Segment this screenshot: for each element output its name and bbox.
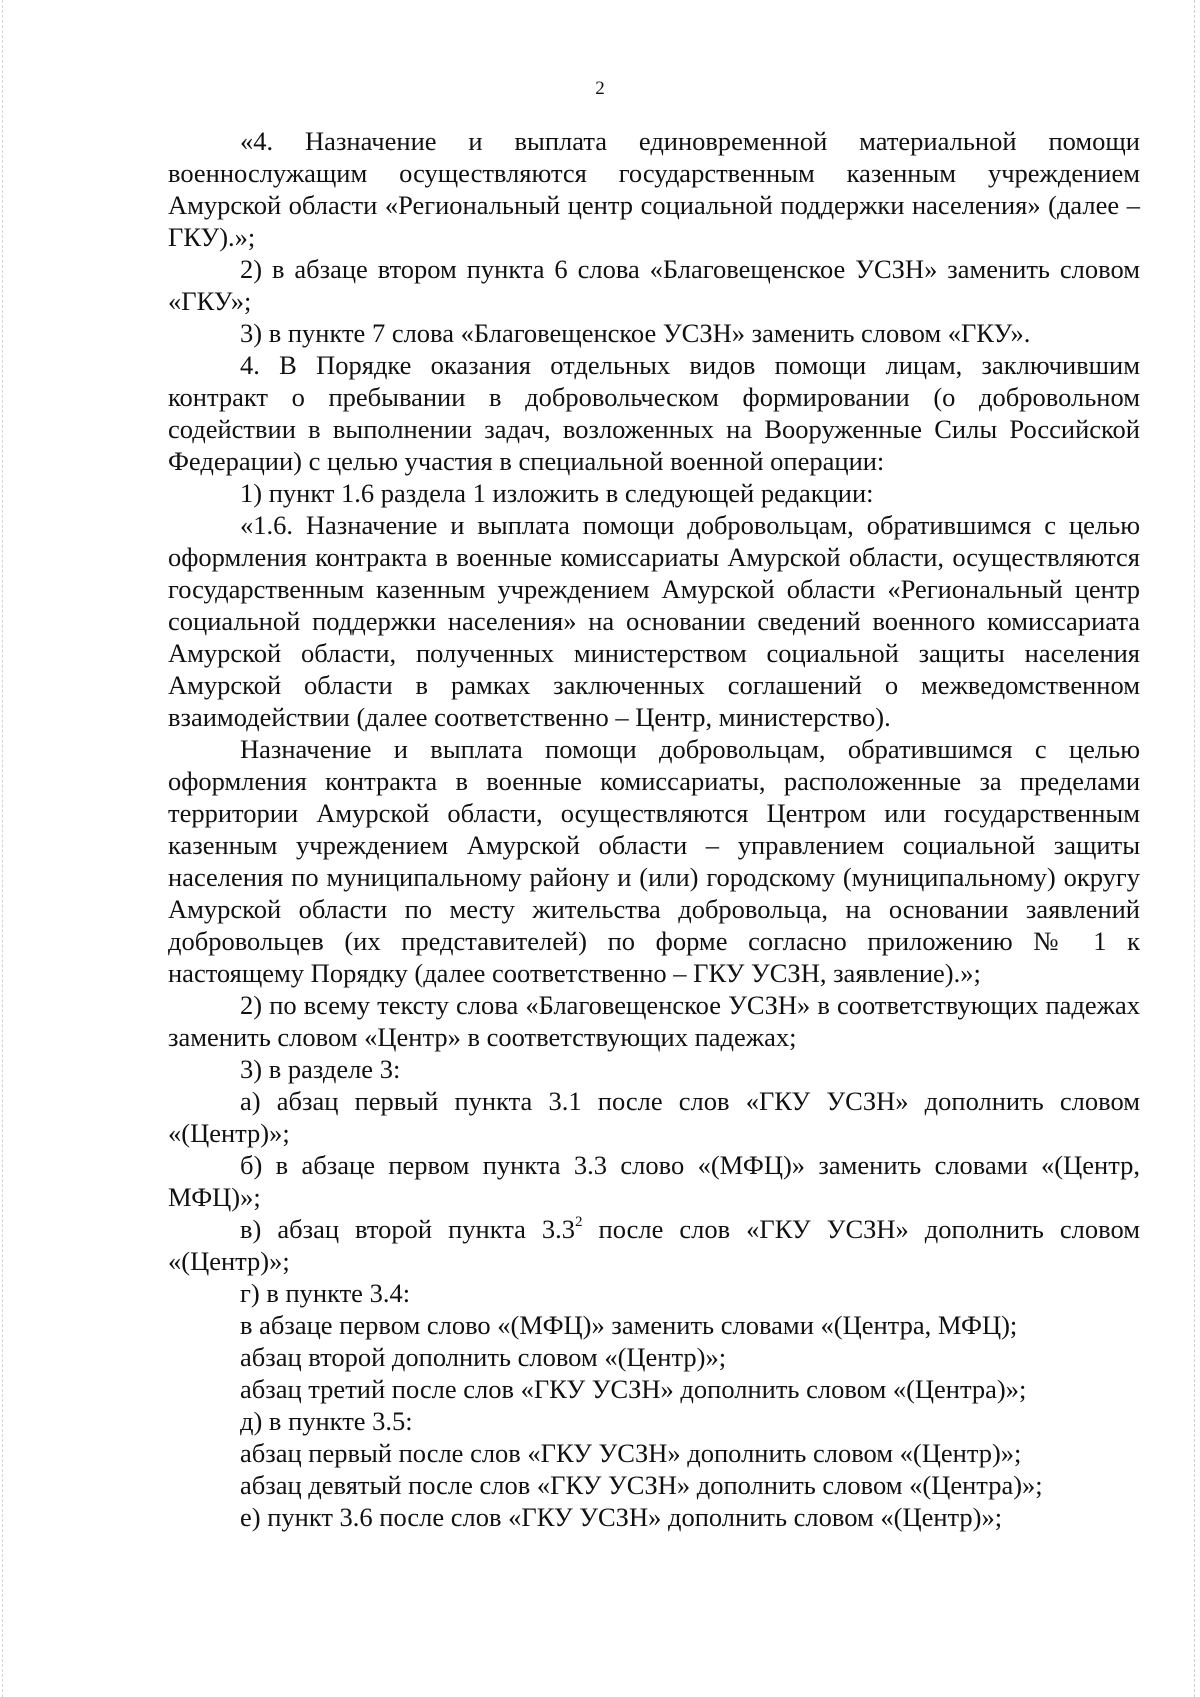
paragraph-item-4-amendment: «4. Назначение и выплата единовременной материальной помощи военнослужащим осуществляются государственным казенным учреждением Амурской области «Региональный центр социальной поддержки населения» (далее – ГКУ).»; [168, 126, 1140, 252]
paragraph-sub-g: г) в пункте 3.4: [240, 1278, 411, 1308]
paragraph-item-4: 4. В Порядке оказания отдельных видов помощи лицам, заключившим контракт о пребывании в добровольческом формировании (о добровольном содействии в выполнении задач, возложенных на Вооруженные Силы Российской Федерации) с целью участия в специальной военной операции: [168, 350, 1140, 476]
paragraph-3-5-ninth: абзац девятый после слов «ГКУ УСЗН» дополнить словом «(Центра)»; [240, 1470, 1043, 1500]
paragraph-sub-v [168, 1213, 1140, 1277]
paragraph-assignment: Назначение и выплата помощи добровольцам, обратившимся с целью оформления контракта в военные комиссариаты, расположенные за пределами территории Амурской области, осуществляются Центром или государственным казенным учреждением Амурской области – управлением социальной защиты населения по муниципальному району и (или) городскому (муниципальному) округу Амурской области по месту жительства добровольца, на основании заявлений добровольцев (их представителей) по форме согласно приложению № 1 к настоящему Порядку (далее соответственно – ГКУ УСЗН, заявление).»; [168, 734, 1140, 988]
paragraph-sub-v-start: в) абзац второй пункта 3.3 [240, 1214, 576, 1244]
scan-edge-right [1194, 0, 1196, 1697]
paragraph-3-4-second: абзац второй дополнить словом «(Центр)»; [240, 1342, 727, 1372]
document-body [168, 125, 1140, 1533]
paragraph-3-5-first: абзац первый после слов «ГКУ УСЗН» дополнить словом «(Центр)»; [240, 1438, 1022, 1468]
paragraph-sub-1: 1) пункт 1.6 раздела 1 изложить в следующей редакции: [240, 478, 874, 508]
paragraph-sub-e: е) пункт 3.6 после слов «ГКУ УСЗН» дополнить словом «(Центр)»; [240, 1502, 1003, 1532]
paragraph-sub-b: б) в абзаце первом пункта 3.3 слово «(МФЦ)» заменить словами «(Центр, МФЦ)»; [168, 1150, 1140, 1212]
paragraph-sub-2: 2) в абзаце втором пункта 6 слова «Благовещенское УСЗН» заменить словом «ГКУ»; [168, 254, 1140, 316]
paragraph-sub-3: 3) в пункте 7 слова «Благовещенское УСЗН» заменить словом «ГКУ». [240, 318, 1031, 348]
page-number: 2 [595, 78, 605, 99]
paragraph-3-4-third: абзац третий после слов «ГКУ УСЗН» дополнить словом «(Центра)»; [240, 1374, 1027, 1404]
scan-edge-left [2, 0, 4, 1697]
paragraph-sub-a: а) абзац первый пункта 3.1 после слов «ГКУ УСЗН» дополнить словом «(Центр)»; [168, 1086, 1140, 1148]
paragraph-3-4-first: в абзаце первом слово «(МФЦ)» заменить словами «(Центра, МФЦ); [240, 1310, 1018, 1340]
paragraph-sub-2-text: 2) по всему тексту слова «Благовещенское УСЗН» в соответствующих падежах заменить словом «Центр» в соответствующих падежах; [168, 990, 1140, 1052]
paragraph-clause-1-6: «1.6. Назначение и выплата помощи добровольцам, обратившимся с целью оформления контракта в военные комиссариаты Амурской области, осуществляются государственным казенным учреждением Амурской области «Региональный центр социальной поддержки населения» на основании сведений военного комиссариата Амурской области, полученных министерством социальной защиты населения Амурской области в рамках заключенных соглашений о межведомственном взаимодействии (далее соответственно – Центр, министерство). [168, 510, 1140, 732]
paragraph-section-3: 3) в разделе 3: [240, 1054, 401, 1084]
paragraph-sub-v-end: после слов «ГКУ УСЗН» дополнить словом «(Центр)»; [168, 1214, 1140, 1276]
paragraph-sub-d: д) в пункте 3.5: [240, 1406, 413, 1436]
superscript: 2 [575, 1214, 583, 1230]
